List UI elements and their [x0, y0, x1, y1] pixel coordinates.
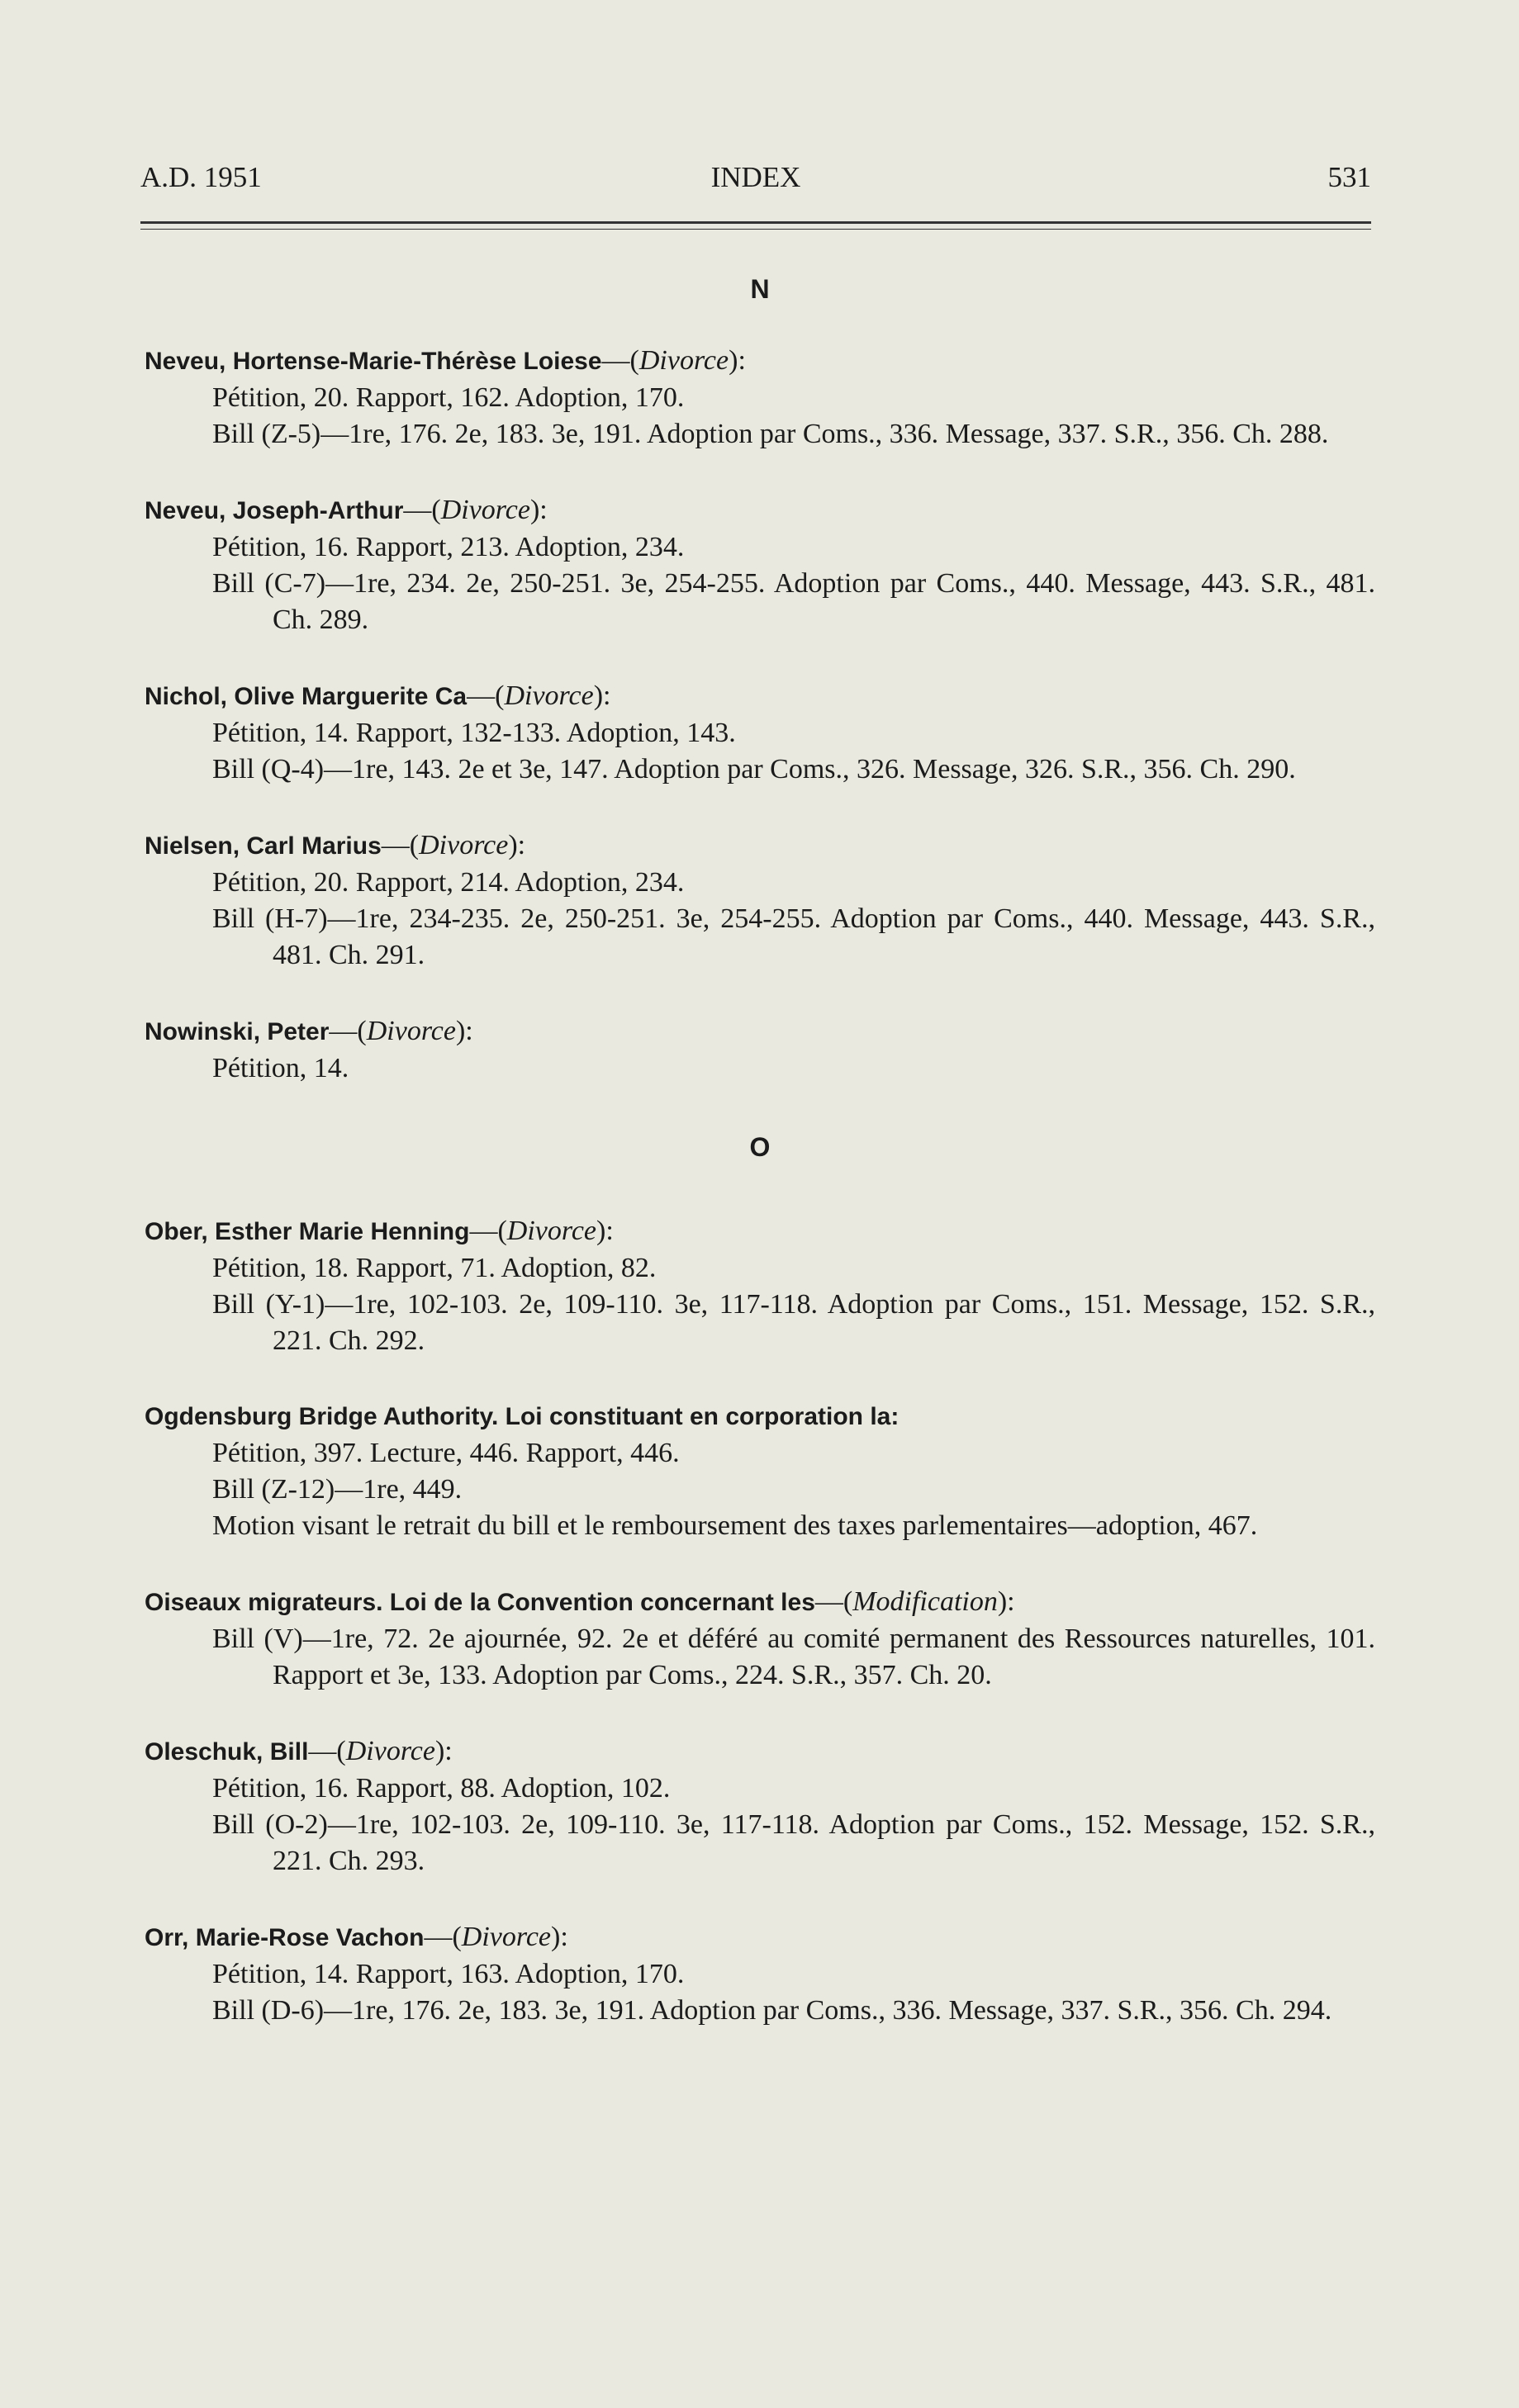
- entry-name: Neveu, Hortense-Marie-Thérèse Loiese: [145, 348, 602, 375]
- entry-tag: [467, 680, 610, 711]
- tag-text: Divorce: [506, 1216, 597, 1246]
- entry-line: Bill (V)—1re, 72. 2e ajournée, 92. 2e et déféré au comité permanent des Ressources naturelles, 101. Rapport et 3e, 133. Adoption par Coms., 224. S.R., 357. Ch. 20.: [212, 1624, 1375, 1690]
- entry-line: Bill (H-7)—1re, 234-235. 2e, 250-251. 3e, 254-255. Adoption par Coms., 440. Message, 443. S.R., 481. Ch. 291.: [212, 903, 1375, 970]
- tag-suffix: ):: [997, 1586, 1015, 1617]
- entry-heading: [145, 1013, 1375, 1050]
- tag-suffix: ):: [729, 345, 746, 376]
- entry-line: Bill (Q-4)—1re, 143. 2e et 3e, 147. Adoption par Coms., 326. Message, 326. S.R., 356. Ch. 290.: [212, 754, 1296, 784]
- entry-line: Bill (D-6)—1re, 176. 2e, 183. 3e, 191. Adoption par Coms., 336. Message, 337. S.R., 356. Ch. 294.: [212, 1995, 1332, 2026]
- entry-heading: [145, 492, 1375, 529]
- entry-heading: [145, 1399, 1375, 1435]
- entry-line: Motion visant le retrait du bill et le remboursement des taxes parlementaires—adoption, 467.: [212, 1510, 1258, 1541]
- entry-name: Ober, Esther Marie Henning: [145, 1218, 470, 1245]
- tag-suffix: ):: [593, 680, 611, 711]
- entry-line: Pétition, 18. Rapport, 71. Adoption, 82.: [212, 1253, 657, 1283]
- tag-suffix: ):: [434, 1736, 453, 1766]
- tag-suffix: ):: [551, 1922, 568, 1952]
- tag-suffix: ):: [508, 830, 526, 860]
- index-entry: [145, 1213, 1375, 1359]
- entry-heading: [145, 343, 1375, 380]
- entry-line: Bill (Z-12)—1re, 449.: [212, 1474, 463, 1505]
- entry-name: Nowinski, Peter: [145, 1018, 330, 1045]
- tag-text: Divorce: [366, 1016, 456, 1046]
- tag-text: Modification: [852, 1586, 998, 1617]
- index-entry: [145, 1399, 1375, 1544]
- entry-heading: [145, 827, 1375, 865]
- entry-heading: [145, 1919, 1375, 1956]
- entry-line: Pétition, 14.: [212, 1053, 349, 1083]
- entry-name: Nielsen, Carl Marius: [145, 832, 382, 860]
- entry-heading: [145, 678, 1375, 715]
- entry-name: Oleschuk, Bill: [145, 1738, 309, 1766]
- entry-line: Pétition, 20. Rapport, 162. Adoption, 170.: [212, 382, 685, 413]
- entry-heading: [145, 1213, 1375, 1250]
- entry-line: Bill (O-2)—1re, 102-103. 2e, 109-110. 3e, 117-118. Adoption par Coms., 152. Message, 152. S.R., 221. Ch. 293.: [212, 1809, 1375, 1876]
- tag-text: Divorce: [419, 830, 509, 860]
- tag-text: Divorce: [345, 1736, 435, 1766]
- header-title: INDEX: [710, 161, 801, 193]
- tag-suffix: ):: [596, 1216, 614, 1246]
- entry-tag: [308, 1736, 452, 1766]
- index-entry: [145, 1013, 1375, 1087]
- entry-tag: [469, 1216, 613, 1246]
- entry-line: Bill (Y-1)—1re, 102-103. 2e, 109-110. 3e, 117-118. Adoption par Coms., 151. Message, 152. S.R., 221. Ch. 292.: [212, 1289, 1375, 1356]
- entry-tag: [329, 1016, 472, 1046]
- index-entry: [145, 1733, 1375, 1879]
- entry-name: Orr, Marie-Rose Vachon: [145, 1924, 425, 1951]
- entry-tag: [403, 495, 547, 525]
- entry-line: Pétition, 14. Rapport, 163. Adoption, 170.: [212, 1959, 685, 1989]
- tag-prefix: —(: [308, 1736, 346, 1766]
- entry-line: Pétition, 20. Rapport, 214. Adoption, 234.: [212, 867, 685, 898]
- entry-line: Pétition, 397. Lecture, 446. Rapport, 446.: [212, 1438, 680, 1468]
- index-entry: [145, 1584, 1375, 1694]
- index-entry: [145, 343, 1375, 453]
- index-entry: [145, 827, 1375, 974]
- tag-text: Divorce: [504, 680, 594, 711]
- tag-suffix: ):: [455, 1016, 473, 1046]
- entry-line: Bill (Z-5)—1re, 176. 2e, 183. 3e, 191. Adoption par Coms., 336. Message, 337. S.R., 356. Ch. 288.: [212, 419, 1329, 449]
- entry-line: Pétition, 16. Rapport, 88. Adoption, 102.: [212, 1773, 671, 1804]
- tag-text: Divorce: [461, 1922, 552, 1952]
- index-entry: [145, 492, 1375, 638]
- header-rule: [140, 221, 1371, 230]
- tag-text: Divorce: [440, 495, 530, 525]
- entry-heading: [145, 1584, 1375, 1621]
- entry-tag: [382, 830, 525, 860]
- running-head: [140, 161, 1371, 202]
- entry-tag: [815, 1586, 1015, 1617]
- entry-name: Neveu, Joseph-Arthur: [145, 497, 404, 524]
- section-letter: O: [749, 1132, 771, 1162]
- entry-tag: [424, 1922, 567, 1952]
- tag-prefix: —(: [814, 1586, 853, 1617]
- entry-name: Nichol, Olive Marguerite Ca: [145, 683, 468, 710]
- index-content: [145, 268, 1375, 2069]
- entry-line: Pétition, 16. Rapport, 213. Adoption, 234.: [212, 532, 685, 562]
- tag-prefix: —(: [424, 1922, 462, 1952]
- tag-prefix: —(: [601, 345, 639, 376]
- entry-name: Oiseaux migrateurs. Loi de la Convention concernant les: [145, 1589, 815, 1616]
- tag-prefix: —(: [467, 680, 505, 711]
- entry-line: Pétition, 14. Rapport, 132-133. Adoption, 143.: [212, 718, 736, 748]
- entry-name: Ogdensburg Bridge Authority. Loi constituant en corporation la:: [145, 1403, 900, 1430]
- section-letter: N: [750, 274, 770, 304]
- entry-tag: [602, 345, 746, 376]
- index-entry: [145, 1919, 1375, 2029]
- header-year: A.D. 1951: [140, 161, 262, 193]
- entry-line: Bill (C-7)—1re, 234. 2e, 250-251. 3e, 254-255. Adoption par Coms., 440. Message, 443. S.R., 481. Ch. 289.: [212, 568, 1375, 635]
- tag-suffix: ):: [529, 495, 548, 525]
- tag-text: Divorce: [638, 345, 729, 376]
- tag-prefix: —(: [329, 1016, 367, 1046]
- tag-prefix: —(: [403, 495, 441, 525]
- index-entry: [145, 678, 1375, 788]
- entry-heading: [145, 1733, 1375, 1770]
- tag-prefix: —(: [469, 1216, 507, 1246]
- page-number: 531: [1327, 161, 1371, 193]
- tag-prefix: —(: [381, 830, 420, 860]
